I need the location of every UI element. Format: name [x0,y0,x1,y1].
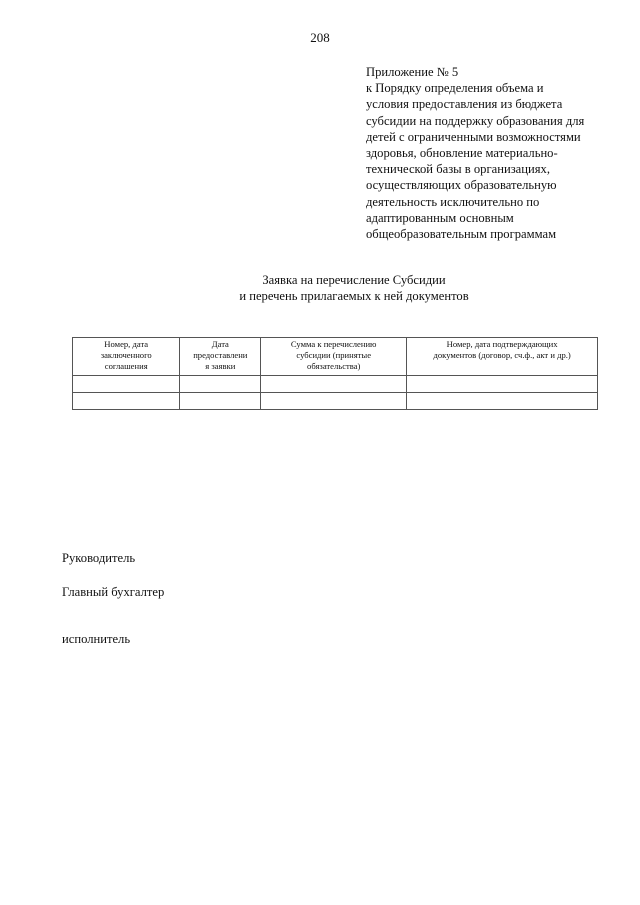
column-header-amount [261,338,407,376]
appendix-line: осуществляющих образовательную [366,178,557,193]
table-cell [407,376,598,393]
column-header-line: Сумма к перечислению [290,339,377,349]
signature-chief-accountant: Главный бухгалтер [62,585,165,599]
table-row [73,376,598,393]
table-cell [73,376,180,393]
document-title [0,273,640,304]
table-row [73,393,598,410]
appendix-line: к Порядку определения объема и [366,81,544,96]
appendix-line: технической базы в организациях, [366,162,550,177]
column-header-line: заключенного [100,350,152,360]
column-header-line: Номер, дата [104,339,149,349]
appendix-line: субсидии на поддержку образования для [366,113,585,128]
table-cell [261,376,407,393]
appendix-line: здоровья, обновление материально- [366,146,558,161]
table-cell [180,376,261,393]
table-cell [407,393,598,410]
column-header-documents [407,338,598,376]
column-header-line: Дата [211,339,229,349]
signature-executor: исполнитель [62,632,131,646]
column-header-request-date [180,338,261,376]
appendix-line: адаптированным основным [366,210,514,225]
request-table [72,337,598,410]
table-header-row [73,338,598,376]
page-number: 208 [310,30,330,45]
column-header-line: документов (договор, сч.ф., акт и др.) [433,350,571,360]
table-cell [73,393,180,410]
column-header-line: субсидии (принятые [296,350,372,360]
column-header-line: предоставлени [193,350,248,360]
column-header-agreement [73,338,180,376]
column-header-line: соглашения [104,361,148,371]
table-cell [180,393,261,410]
appendix-block [366,64,626,242]
column-header-line: я заявки [205,361,236,371]
signature-head: Руководитель [62,551,136,565]
appendix-line: детей с ограниченными возможностями [366,129,581,144]
document-title-line: и перечень прилагаемых к ней документов [239,288,469,303]
appendix-line: условия предоставления из бюджета [366,97,563,112]
column-header-line: Номер, дата подтверждающих [446,339,558,349]
appendix-line: Приложение № 5 [366,65,459,79]
table-cell [261,393,407,410]
appendix-line: общеобразовательным программам [366,227,557,242]
column-header-line: обязательства) [307,361,361,371]
document-title-line: Заявка на перечисление Субсидии [262,273,446,287]
appendix-line: деятельность исключительно по [366,194,540,209]
